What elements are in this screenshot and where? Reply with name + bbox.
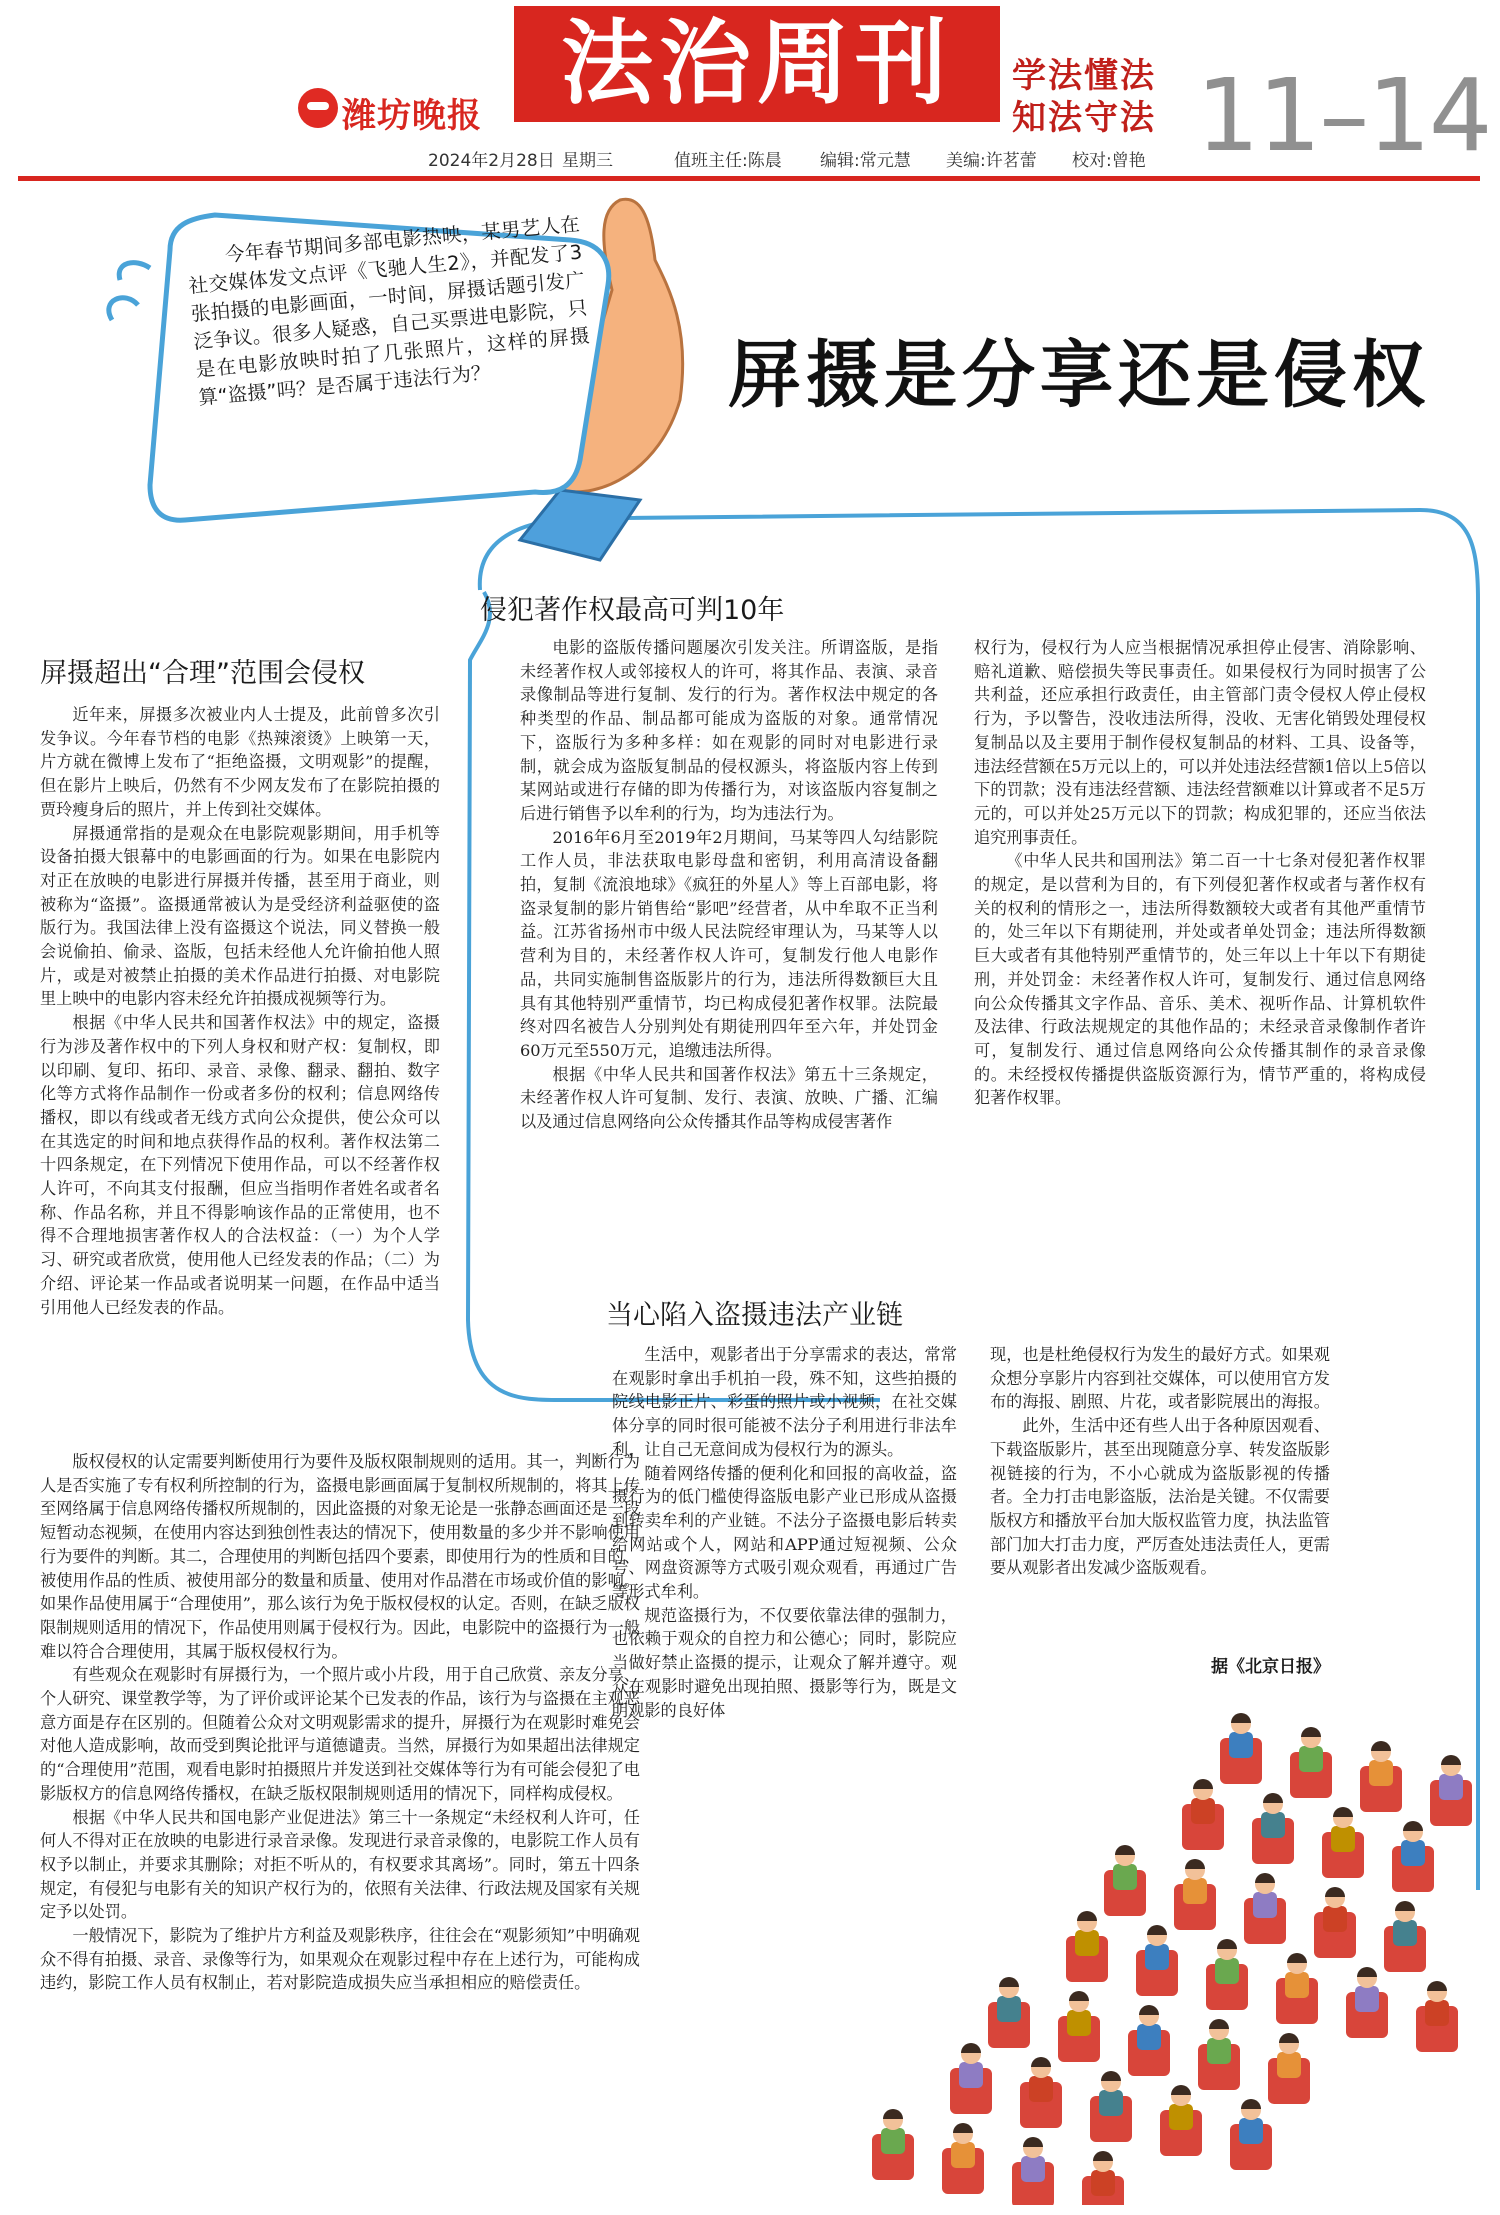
audience-member xyxy=(942,2123,984,2194)
audience-member xyxy=(1430,1755,1472,1826)
audience-member xyxy=(872,2109,914,2180)
audience-member xyxy=(1136,1925,1178,1996)
section2-title: 侵犯著作权最高可判10年 xyxy=(480,595,785,626)
audience-member xyxy=(988,1977,1030,2048)
audience-member xyxy=(1066,1911,1108,1982)
audience-member xyxy=(1012,2137,1054,2205)
audience-member xyxy=(1082,2151,1124,2205)
section2-paragraph: 根据《中华人民共和国著作权法》第五十三条规定，未经著作权人许可复制、发行、表演、放映、广播、汇编以及通过信息网络向公众传播其作品等构成侵害著作 xyxy=(520,1064,938,1132)
section1-title: 屏摄超出“合理”范围会侵权 xyxy=(40,658,365,689)
section3-paragraph: 现，也是杜绝侵权行为发生的最好方式。如果观众想分享影片内容到社交媒体，可以使用官方发布的海报、剧照、片花，或者影院展出的海报。 xyxy=(990,1345,1330,1412)
audience-member xyxy=(1198,2019,1240,2090)
audience-member xyxy=(1090,2071,1132,2142)
section3-column-b xyxy=(990,1343,1330,1580)
source-byline: 据《北京日报》 xyxy=(1211,1657,1330,1677)
section2-column-b xyxy=(974,636,1426,1110)
section-title: 法治周刊 xyxy=(560,10,953,117)
audience-member xyxy=(1058,1991,1100,2062)
section1-paragraph: 近年来，屏摄多次被业内人士提及，此前曾多次引发争议。今年春节档的电影《热辣滚烫》上映第一天，片方就在微博上发布了“拒绝盗摄，文明观影”的提醒，但在影片上映后，仍然有不少网友发布了在影院拍摄的贾玲瘦身后的照片，并上传到社交媒体。 xyxy=(40,705,440,819)
audience-member xyxy=(1314,1887,1356,1958)
newspaper-name: 潍坊晚报 xyxy=(342,96,482,136)
audience-member xyxy=(1346,1967,1388,2038)
editor: 编辑:常元慧 xyxy=(820,151,911,171)
page-numbers: 11–14 xyxy=(1196,57,1491,174)
audience-member xyxy=(1230,2099,1272,2170)
audience-member xyxy=(1276,1953,1318,2024)
slogan-line-1: 学法懂法 xyxy=(1012,56,1156,96)
audience-member xyxy=(1220,1713,1262,1784)
audience-member xyxy=(1104,1845,1146,1916)
section1-paragraph: 屏摄通常指的是观众在电影院观影期间，用手机等设备拍摄大银幕中的电影画面的行为。如果在电影院内对正在放映的电影进行屏摄并传播，甚至用于商业，则被称为“盗摄”。盗摄通常被认为是受经济利益驱使的盗版行为。我国法律上没有盗摄这个说法，同义替换一般会说偷拍、偷录、盗版，包括未经他人允许偷拍他人照片，或是对被禁止拍摄的美术作品进行拍摄、对电影院里上映中的电影内容未经允许拍摄成视频等行为。 xyxy=(40,823,440,1009)
audience-member xyxy=(1206,1939,1248,2010)
issue-weekday: 星期三 xyxy=(562,151,613,171)
audience-member xyxy=(1128,2005,1170,2076)
section2-paragraph: 《中华人民共和国刑法》第二百一十七条对侵犯著作权罪的规定，是以营利为目的，有下列侵犯著作权或者与著作权有关的权利的情形之一，违法所得数额较大或者有其他严重情节的，处三年以下有期徒刑，并处或者单处罚金；违法所得数额巨大或者有其他特别严重情节的，处三年以上十年以下有期徒刑，并处罚金：未经著作权人许可，复制发行、通过信息网络向公众传播其文字作品、音乐、美术、视听作品、计算机软件及法律、行政法规规定的其他作品的；未经录音录像制作者许可，复制发行、通过信息网络向公众传播其制作的录音录像的。未经授权传播提供盗版资源行为，情节严重的，将构成侵犯著作权罪。 xyxy=(974,851,1426,1108)
issue-date: 2024年2月28日 xyxy=(428,151,555,171)
audience-member xyxy=(1384,1901,1426,1972)
cinema-audience-illustration xyxy=(800,1700,1480,2205)
section3-paragraph: 此外，生活中还有些人出于各种原因观看、下载盗版影片，甚至出现随意分享、转发盗版影视链接的行为，不小心就成为盗版影视的传播者。全力打击电影盗版，法治是关键。不仅需要版权方和播放平台加大版权监管力度，执法监管部门加大打击力度，严厉查处违法责任人，更需要从观影者出发减少盗版观看。 xyxy=(990,1416,1330,1578)
proofreader: 校对:曾艳 xyxy=(1072,151,1146,171)
audience-member xyxy=(1268,2033,1310,2104)
intro-paragraph: 今年春节期间多部电影热映，某男艺人在社交媒体发文点评《飞驰人生2》，并配发了3张拍摄的电影画面，一时间，屏摄话题引发广泛争议。很多人疑惑，自己买票进电影院，只是在电影放映时拍了几张照片，这样的屏摄算“盗摄”吗？是否属于违法行为？ xyxy=(187,212,591,410)
art-editor: 美编:许茗蕾 xyxy=(946,151,1037,171)
audience-member xyxy=(1020,2057,1062,2128)
section1-paragraph: 根据《中华人民共和国著作权法》中的规定，盗摄行为涉及著作权中的下列人身权和财产权：复制权，即以印刷、复印、拓印、录音、录像、翻录、翻拍、数字化等方式将作品制作一份或者多份的权利；信息网络传播权，即以有线或者无线方式向公众提供，使公众可以在其选定的时间和地点获得作品的权利。著作权法第二十四条规定，在下列情况下使用作品，可以不经著作权人许可，不向其支付报酬，但应当指明作者姓名或者名称、作品名称，并且不得影响该作品的正常使用，也不得不合理地损害著作权人的合法权益：（一）为个人学习、研究或者欣赏，使用他人已经发表的作品；（二）为介绍、评论某一作品或者说明某一问题，在作品中适当引用他人已经发表的作品。 xyxy=(40,1013,440,1317)
main-headline: 屏摄是分享还是侵权 xyxy=(728,333,1430,418)
section1-paragraph: 一般情况下，影院为了维护片方利益及观影秩序，往往会在“观影须知”中明确观众不得有拍摄、录音、录像等行为，如果观众在观影过程中存在上述行为，可能构成违约，影院工作人员有权制止，若对影院造成损失应当承担相应的赔偿责任。 xyxy=(40,1926,640,1993)
audience-member xyxy=(1174,1859,1216,1930)
audience-member xyxy=(1290,1727,1332,1798)
audience-member xyxy=(1360,1741,1402,1812)
section2-paragraph: 电影的盗版传播问题屡次引发关注。所谓盗版，是指未经著作权人或邻接权人的许可，将其作品、表演、录音录像制品等进行复制、发行的行为。著作权法中规定的各种类型的作品、制品都可能成为盗版的对象。通常情况下，盗版行为多种多样：如在观影的同时对电影进行录制，就会成为盗版复制品的侵权源头，将盗版内容上传到某网站或进行存储的即为传播行为，对该盗版内容复制之后进行销售予以牟利的行为，均为违法行为。 xyxy=(520,638,938,823)
section1-body-top xyxy=(40,703,440,1319)
section1-body-bottom xyxy=(40,1450,640,1995)
section1-paragraph: 有些观众在观影时有屏摄行为，一个照片或小片段，用于自己欣赏、亲友分享、个人研究、课堂教学等，为了评价或评论某个已发表的作品，该行为与盗摄在主观恶意方面是存在区别的。但随着公众对文明观影需求的提升，屏摄行为在观影时难免会对他人造成影响，故而受到舆论批评与道德谴责。当然，屏摄行为如果超出法律规定的“合理使用”范围，观看电影时拍摄照片并发送到社交媒体等行为有可能会侵犯了电影版权方的信息网络传播权，在缺乏版权限制规则适用的情况下，同样构成侵权。 xyxy=(40,1665,640,1803)
section1-paragraph: 版权侵权的认定需要判断使用行为要件及版权限制规则的适用。其一，判断行为人是否实施了专有权利所控制的行为，盗摄电影画面属于复制权所规制的，将其上传至网络属于信息网络传播权所规制的，因此盗摄的对象无论是一张静态画面还是一段短暂动态视频，在使用内容达到独创性表达的情况下，使用数量的多少并不影响使用行为要件的判断。其二，合理使用的判断包括四个要素，即使用行为的性质和目的、被使用作品的性质、被使用部分的数量和质量、使用对作品潜在市场或价值的影响。如果作品使用属于“合理使用”，那么该行为免于版权侵权的认定。否则，在缺乏版权限制规则适用的情况下，作品使用则属于侵权行为。因此，电影院中的盗摄行为一般难以符合合理使用，其属于版权侵权行为。 xyxy=(40,1452,640,1661)
section1-paragraph: 根据《中华人民共和国电影产业促进法》第三十一条规定“未经权利人许可，任何人不得对正在放映的电影进行录音录像。发现进行录音录像的，电影院工作人员有权予以制止，并要求其删除；对拒不听从的，有权要求其离场”。同时，第五十四条规定，有侵犯与电影有关的知识产权行为的，依照有关法律、行政法规及国家有关规定予以处罚。 xyxy=(40,1807,640,1922)
section3-paragraph: 随着网络传播的便利化和回报的高收益，盗摄行为的低门槛使得盗版电影产业已形成从盗摄到转卖牟利的产业链。不法分子盗摄电影后转卖给网站或个人，网站和APP通过短视频、公众号、网盘资源等方式吸引观众观看，再通过广告等形式牟利。 xyxy=(612,1463,957,1602)
slogan-line-2: 知法守法 xyxy=(1012,98,1156,138)
section3-column-a xyxy=(612,1343,957,1722)
section3-paragraph: 规范盗摄行为，不仅要依靠法律的强制力，也依赖于观众的自控力和公德心；同时，影院应当做好禁止盗摄的提示，让观众了解并遵守。观众在观影时避免出现拍照、摄影等行为，既是文明观影的良好体 xyxy=(612,1605,957,1720)
audience-member xyxy=(1392,1821,1434,1892)
audience-member xyxy=(1160,2085,1202,2156)
editor-in-charge: 值班主任:陈晨 xyxy=(674,151,782,171)
section2-column-a xyxy=(520,636,938,1134)
audience-member xyxy=(1416,1981,1458,2052)
audience-member xyxy=(1244,1873,1286,1944)
audience-member xyxy=(1182,1779,1224,1850)
section2-paragraph: 权行为，侵权行为人应当根据情况承担停止侵害、消除影响、赔礼道歉、赔偿损失等民事责任。如果侵权行为同时损害了公共利益，还应承担行政责任，由主管部门责令侵权人停止侵权行为，予以警告，没收违法所得，没收、无害化销毁处理侵权复制品以及主要用于制作侵权复制品的材料、工具、设备等，违法经营额在5万元以上的，可以并处违法经营额1倍以上5倍以下的罚款；没有违法经营额、违法经营额难以计算或者不足5万元的，可以并处25万元以下的罚款；构成犯罪的，还应当依法追究刑事责任。 xyxy=(974,638,1426,847)
section3-paragraph: 生活中，观影者出于分享需求的表达，常常在观影时拿出手机拍一段，殊不知，这些拍摄的院线电影正片、彩蛋的照片或小视频，在社交媒体分享的同时很可能被不法分子利用进行非法牟利，让自己无意间成为侵权行为的源头。 xyxy=(612,1345,957,1459)
audience-member xyxy=(1252,1793,1294,1864)
section3-title: 当心陷入盗摄违法产业链 xyxy=(606,1300,903,1331)
audience-member xyxy=(1322,1807,1364,1878)
section2-paragraph: 2016年6月至2019年2月期间，马某等四人勾结影院工作人员，非法获取电影母盘和密钥，利用高清设备翻拍，复制《流浪地球》《疯狂的外星人》等上百部电影，将盗录复制的影片销售给“影吧”经营者，从中牟取不正当利益。江苏省扬州市中级人民法院经审理认为，马某等人以营利为目的，未经著作权人许可，复制发行他人电影作品，共同实施制售盗版影片的行为，违法所得数额巨大且具有其他特别严重情节，均已构成侵犯著作权罪。法院最终对四名被告人分别判处有期徒刑四年至六年，并处罚金60万元至550万元，追缴违法所得。 xyxy=(520,827,938,1060)
audience-member xyxy=(950,2043,992,2114)
